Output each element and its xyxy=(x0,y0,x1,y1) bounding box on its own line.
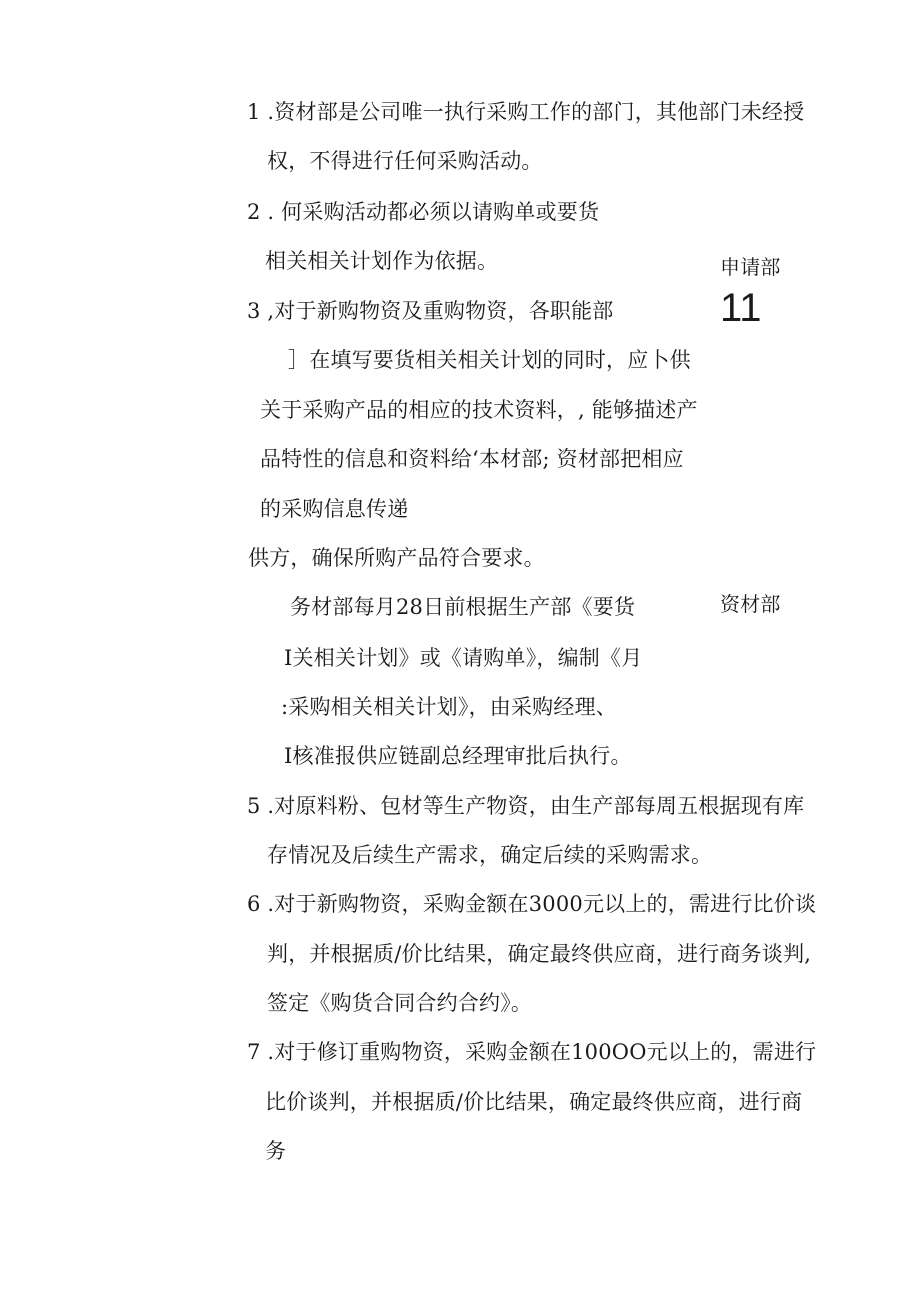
item-3-line-2: ］在填写要货相关相关计划的同时，应卜供 xyxy=(288,348,691,372)
item-3-line-4: 品特性的信息和资料给‘本材部; 资材部把相应 xyxy=(260,447,684,471)
item-2-line-1: 2 . 何采购活动都必须以请购单或要货 xyxy=(247,200,600,224)
item-6-line-3: 签定《购货合同合约合约》。 xyxy=(267,991,533,1015)
item-4-line-2: I关相关计划》或《请购单》，编制《月 xyxy=(284,646,643,670)
item-7-line-2: 比价谈判，并根据质/价比结果，确定最终供应商，进行商 xyxy=(265,1090,803,1114)
item-4-line-1: 务材部每月28日前根据生产部《要货 xyxy=(290,595,636,619)
item-6-line-1: 6 .对于新购物资，采购金额在3000元以上的，需进行比价谈 xyxy=(247,892,817,916)
item-2-line-2: 相关相关计划作为依据。 xyxy=(265,249,499,273)
side-note-number: 11 xyxy=(720,286,762,330)
item-1-line-1: 1 .资材部是公司唯一执行采购工作的部门，其他部门未经授 xyxy=(247,100,805,124)
item-7-line-1: 7 .对于修订重购物资，采购金额在100OO元以上的，需进行 xyxy=(247,1040,817,1064)
side-note-materials-dept: 资材部 xyxy=(720,592,781,616)
item-5-line-2: 存情况及后续生产需求，确定后续的采购需求。 xyxy=(267,843,713,867)
item-3-line-1: 3 ,对于新购物资及重购物资，各职能部 xyxy=(247,299,614,323)
item-7-line-3: 务 xyxy=(265,1139,287,1163)
item-3-line-6: 供方，确保所购产品符合要求。 xyxy=(248,546,545,570)
item-6-line-2: 判，并根据质/价比结果，确定最终供应商，进行商务谈判, xyxy=(267,942,812,966)
item-3-line-5: 的采购信息传递 xyxy=(260,497,409,521)
item-3-line-3: 关于采购产品的相应的技术资料，, 能够描述产 xyxy=(260,398,698,422)
item-4-line-3: :采购相关相关计划》，由采购经理、 xyxy=(281,695,617,719)
item-1-line-2: 权，不得进行任何采购活动。 xyxy=(267,149,543,173)
side-note-apply-dept: 申请部 xyxy=(720,255,781,279)
item-4-line-4: I核准报供应链副总经理审批后执行。 xyxy=(284,744,632,768)
item-5-line-1: 5 .对原料粉、包材等生产物资，由生产部每周五根据现有库 xyxy=(247,794,805,818)
